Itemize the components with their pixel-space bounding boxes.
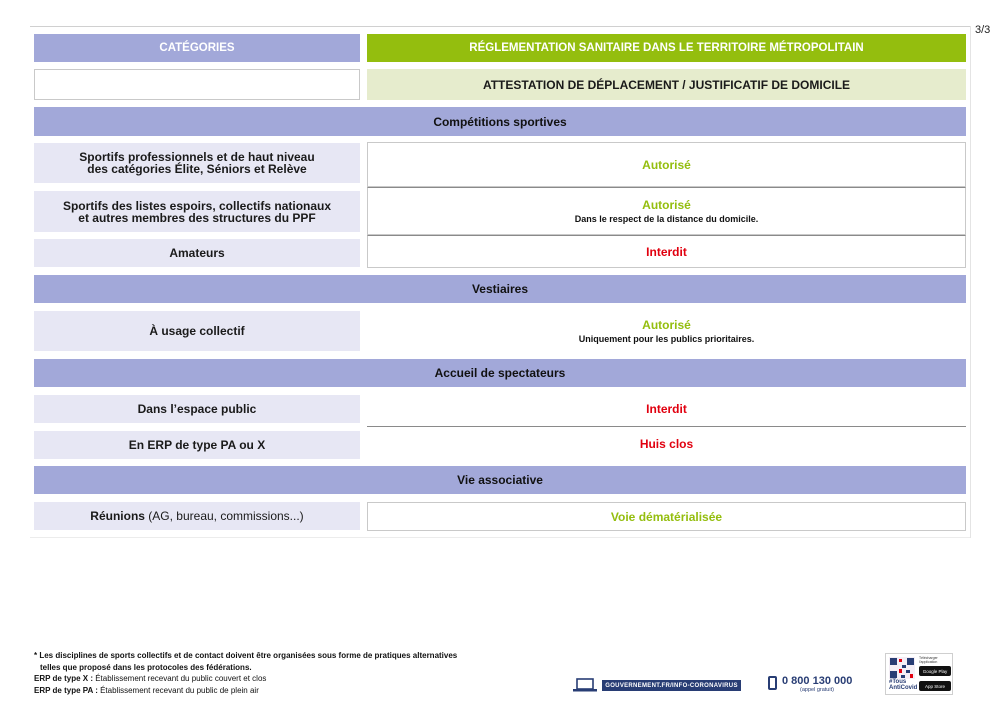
app-store-button[interactable]: App Store [919, 681, 951, 691]
category-line: À usage collectif [149, 324, 245, 338]
category-bold: Réunions [90, 509, 145, 523]
section-spectateurs [34, 359, 966, 387]
header-categories-label: CATÉGORIES [159, 42, 235, 54]
phone-note: (appel gratuit) [800, 687, 834, 693]
status-cell [367, 187, 966, 235]
category-line: et autres membres des structures du PPF [78, 210, 316, 225]
google-play-button[interactable]: Google Play [919, 666, 951, 676]
status-text: Interdit [646, 244, 687, 259]
section-title: Compétitions sportives [433, 114, 567, 129]
header-categories [34, 34, 360, 62]
footnote-star: * Les disciplines de sports collectifs et de contact doivent être organisées sous forme de pratiques alternatives [34, 651, 458, 660]
bottom-rule [30, 537, 970, 538]
status-cell [367, 502, 966, 531]
header-empty-cell [34, 69, 360, 100]
status-cell [367, 311, 966, 351]
laptop-icon [573, 678, 597, 692]
status-cell [367, 395, 966, 423]
category-line: des catégories Élite, Séniors et Relève [87, 162, 307, 176]
app-name: #Tous AntiCovid [889, 679, 918, 691]
page-number: 3/3 [975, 24, 991, 36]
right-rule [970, 26, 971, 538]
status-text: Interdit [646, 402, 687, 416]
status-text: Autorisé [642, 157, 691, 172]
status-cell [367, 426, 966, 461]
category-light: (AG, bureau, commissions...) [144, 509, 304, 523]
header-attestation [367, 69, 966, 100]
section-title: Vestiaires [471, 282, 529, 296]
phone-number: 0 800 130 000 [782, 675, 853, 687]
section-title: Vie associative [457, 473, 543, 487]
category-line: Sportifs des listes espoirs, collectifs nationaux [62, 198, 332, 213]
category-line: Sportifs professionnels et de haut niveau [79, 150, 315, 164]
category-cell [34, 395, 360, 423]
gov-link[interactable]: GOUVERNEMENT.FR/INFO-CORONAVIRUS [602, 680, 741, 691]
status-note: Uniquement pour les publics prioritaires. [578, 334, 755, 344]
section-competitions [34, 107, 966, 136]
category-cell [34, 239, 360, 267]
top-rule [30, 26, 970, 27]
status-text: Autorisé [642, 318, 691, 332]
section-vestiaires [34, 275, 966, 303]
category-line: Amateurs [169, 246, 225, 260]
footnote-erp-x: ERP de type X : Établissement recevant du public couvert et clos [34, 674, 267, 683]
app-caption: Télécharger l’application [919, 656, 938, 664]
category-cell [34, 143, 360, 183]
footnote-erp-pa: ERP de type PA : Établissement recevant du public de plein air [34, 685, 259, 695]
section-title: Accueil de spectateurs [434, 366, 566, 380]
header-regulation [367, 34, 966, 62]
status-text: Autorisé [642, 198, 691, 212]
status-text: Voie dématérialisée [610, 509, 723, 524]
category-cell [34, 311, 360, 351]
header-attestation-label: ATTESTATION DE DÉPLACEMENT / JUSTIFICATIF DE DOMICILE [482, 77, 851, 92]
category-line: En ERP de type PA ou X [128, 438, 266, 452]
status-cell [367, 235, 966, 268]
status-text: Huis clos [639, 437, 694, 451]
app-promo [885, 653, 953, 695]
phone-icon [768, 676, 777, 690]
qr-code-icon [889, 657, 915, 679]
category-cell [34, 431, 360, 459]
section-associative [34, 466, 966, 494]
footnote-star-cont: telles que proposé dans les protocoles des fédérations. [40, 662, 252, 672]
category-cell [34, 191, 360, 232]
category-line: Dans l’espace public [137, 402, 257, 416]
status-note: Dans le respect de la distance du domicile. [574, 214, 759, 224]
header-regulation-label: RÉGLEMENTATION SANITAIRE DANS LE TERRITOIRE MÉTROPOLITAIN [469, 42, 864, 54]
footnotes [34, 650, 457, 696]
status-cell [367, 142, 966, 187]
category-cell [34, 502, 360, 530]
